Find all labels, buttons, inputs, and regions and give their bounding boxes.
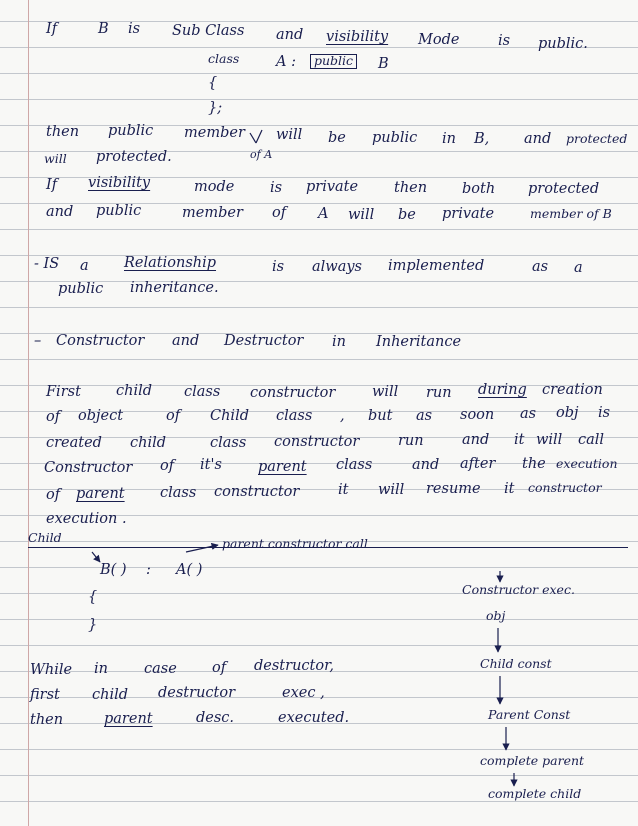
- word: a: [574, 260, 583, 276]
- flow-step: complete parent: [480, 753, 585, 768]
- word: B,: [474, 131, 490, 147]
- flow-step: Parent Const: [488, 707, 571, 722]
- word: will: [536, 432, 563, 448]
- word: execution .: [46, 511, 127, 527]
- word: will: [378, 482, 405, 498]
- call-parent: A( ): [176, 562, 203, 578]
- word: - IS: [34, 256, 60, 272]
- code-close-brace: };: [208, 100, 223, 116]
- word: of: [46, 487, 61, 503]
- word: then: [394, 180, 428, 196]
- word: and: [276, 27, 304, 43]
- word: visibility: [88, 175, 151, 191]
- word: constructor: [250, 385, 336, 401]
- word: destructor: [158, 685, 236, 701]
- word: parent: [104, 711, 153, 727]
- word: always: [312, 259, 362, 275]
- heading-word: and: [172, 333, 200, 349]
- word: in: [442, 131, 456, 147]
- word: then: [30, 712, 64, 728]
- word: While: [30, 662, 73, 678]
- word: Mode: [418, 32, 460, 48]
- word: in: [94, 661, 108, 677]
- word: of: [46, 409, 61, 425]
- word: creation: [542, 382, 603, 398]
- word: executed.: [278, 710, 350, 726]
- word: then: [46, 124, 80, 140]
- code-base-class: B: [378, 56, 389, 72]
- word: be: [398, 207, 416, 223]
- parent-call-arrow: [186, 545, 218, 552]
- word: exec ,: [282, 685, 325, 701]
- parent-call-note: parent constructor call: [222, 536, 368, 551]
- word: member: [182, 205, 243, 221]
- word: child: [116, 383, 153, 399]
- heading-word: in: [332, 334, 346, 350]
- code-open-brace: {: [208, 75, 218, 91]
- word: as: [520, 406, 537, 422]
- word: but: [368, 408, 393, 424]
- word: private: [442, 206, 495, 222]
- word: constructor: [528, 480, 602, 495]
- call-colon: :: [146, 562, 151, 578]
- word: If: [46, 21, 58, 37]
- word: is: [272, 259, 285, 275]
- word: both: [462, 181, 496, 197]
- word: be: [328, 130, 346, 146]
- word: call: [578, 432, 605, 448]
- word: and: [524, 131, 552, 147]
- word: it: [504, 481, 515, 497]
- flow-step: obj: [486, 608, 506, 623]
- flow-step: Constructor exec.: [462, 582, 575, 597]
- word: will: [372, 384, 399, 400]
- word: of: [272, 205, 287, 221]
- word: execution: [556, 456, 618, 471]
- word: A: [318, 206, 329, 222]
- word: parent: [258, 459, 307, 475]
- word: desc.: [196, 710, 235, 726]
- word: of: [160, 458, 175, 474]
- word: of: [212, 660, 227, 676]
- word: parent: [76, 486, 125, 502]
- word: member: [184, 125, 245, 141]
- child-call-arrow: [92, 552, 100, 562]
- word: first: [30, 687, 60, 703]
- open-brace: {: [88, 589, 98, 605]
- word: protected: [528, 181, 600, 197]
- word: child: [130, 435, 167, 451]
- word: public: [96, 203, 142, 219]
- word: soon: [460, 407, 495, 423]
- word: is: [598, 405, 611, 421]
- word: Child: [210, 408, 249, 424]
- word: implemented: [388, 258, 485, 274]
- caret-mark: [250, 130, 262, 143]
- word: will: [44, 151, 67, 166]
- word: public: [58, 281, 104, 297]
- heading-word: Inheritance: [376, 334, 462, 350]
- word: class: [160, 485, 197, 501]
- word: B: [98, 21, 109, 37]
- word: case: [144, 661, 177, 677]
- word: protected: [566, 131, 628, 146]
- word: of: [166, 408, 181, 424]
- word: and: [412, 457, 440, 473]
- word: will: [348, 207, 375, 223]
- word: it: [338, 482, 349, 498]
- word: public: [372, 130, 418, 146]
- word: private: [306, 179, 359, 195]
- word: public.: [538, 36, 588, 52]
- word: run: [426, 385, 452, 401]
- word: object: [78, 408, 124, 424]
- child-label: Child: [28, 530, 62, 545]
- word: as: [416, 408, 433, 424]
- word: it: [514, 432, 525, 448]
- word: as: [532, 259, 549, 275]
- word: created: [46, 435, 102, 451]
- close-brace: }: [88, 617, 98, 633]
- word: and: [462, 432, 490, 448]
- word: obj: [556, 405, 579, 421]
- word: and: [46, 204, 74, 220]
- word: the: [522, 456, 546, 472]
- heading-word: Destructor: [224, 333, 304, 349]
- word: Constructor: [44, 460, 133, 476]
- word: class: [276, 408, 313, 424]
- word: ,: [340, 408, 345, 424]
- word: is: [128, 21, 141, 37]
- word: First: [46, 384, 81, 400]
- word: class: [184, 384, 221, 400]
- word: inheritance.: [130, 280, 219, 296]
- word: If: [46, 177, 58, 193]
- heading-word: –: [34, 333, 42, 349]
- word: mode: [194, 179, 235, 195]
- insert-note: of A: [250, 148, 273, 161]
- word: visibility: [326, 29, 389, 45]
- word: public: [108, 123, 154, 139]
- word: run: [398, 433, 424, 449]
- word: constructor: [274, 434, 360, 450]
- code-class-name: A :: [276, 54, 296, 70]
- word: after: [460, 456, 496, 472]
- word: class: [210, 435, 247, 451]
- word: member of B: [530, 206, 612, 221]
- code-class-keyword: class: [208, 51, 240, 66]
- flow-step: Child const: [480, 656, 552, 671]
- word: Relationship: [124, 255, 217, 271]
- word: Sub Class: [172, 23, 245, 39]
- word: destructor,: [254, 658, 335, 674]
- word: class: [336, 457, 373, 473]
- word: will: [276, 127, 303, 143]
- word: protected.: [96, 149, 172, 165]
- word: during: [478, 382, 527, 398]
- word: resume: [426, 481, 481, 497]
- word: is: [270, 180, 283, 196]
- word: child: [92, 687, 129, 703]
- word: constructor: [214, 484, 300, 500]
- word: a: [80, 258, 89, 274]
- code-access-specifier: public: [310, 54, 357, 69]
- word: it's: [200, 457, 222, 473]
- word: is: [498, 33, 511, 49]
- flow-step: complete child: [488, 786, 582, 801]
- call-child: B( ): [100, 562, 127, 578]
- heading-word: Constructor: [56, 333, 145, 349]
